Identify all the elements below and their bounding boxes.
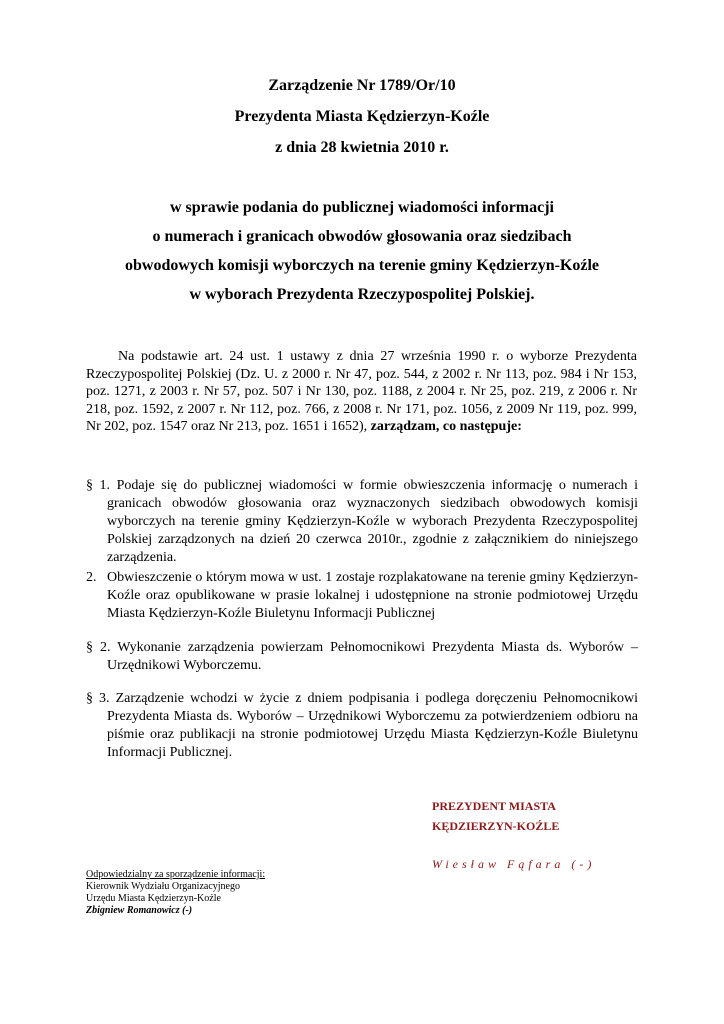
subject-line-2: o numerach i granicach obwodów głosowania oraz siedzibach — [152, 228, 572, 245]
section-3-text: § 3. Zarządzenie wchodzi w życie z dniem podpisania i podlega doręczeniu Pełnomocnikowi Prezydenta Miasta ds. Wyborów – Urzędnikowi Wyborczemu za potwierdzeniem odbioru na piśmie oraz publikacji na stronie podmiotowej Urzędu Miasta Kędzierzyn-Koźle Biuletynu Informacji Publicznej. — [86, 691, 638, 760]
footer-office: Urzędu Miasta Kędzierzyn-Koźle — [86, 893, 221, 904]
section-1-text: § 1. Podaje się do publicznej wiadomości w formie obwieszczenia informację o numerach i granicach obwodów głosowania oraz wyznaczonych siedzibach obwodowych komisji wyborczych na terenie gminy Kędzierzyn-Koźle w wyborach Prezydenta Rzeczypospolitej Polskiej zarządzonych na dzień 20 czerwca 2010r., zgodnie z załącznikiem do niniejszego zarządzenia. — [86, 478, 638, 565]
point-2-text: Obwieszczenie o którym mowa w ust. 1 zostaje rozplakatowane na terenie gminy Kędzierzyn-Koźle oraz opublikowane w prasie lokalnej i udostępnione na stronie podmiotowej Urzędu Miasta Kędzierzyn-Koźle Biuletynu Informacji Publicznej — [107, 570, 638, 621]
decree-clause: zarządzam, co następuje: — [370, 419, 522, 434]
legal-basis-paragraph — [86, 348, 637, 436]
document-issuer: Prezydenta Miasta Kędzierzyn-Koźle — [234, 108, 490, 125]
document-date: z dnia 28 kwietnia 2010 r. — [275, 139, 449, 156]
section-1-point-2 — [86, 569, 638, 623]
signature-title-1: PREZYDENT MIASTA — [432, 799, 556, 813]
footer-department: Kierownik Wydziału Organizacyjnego — [86, 881, 240, 892]
point-2-marker: 2. — [86, 570, 97, 585]
section-2 — [86, 639, 638, 675]
footer-person: Zbigniew Romanowicz (-) — [86, 905, 193, 916]
footer-responsible-label: Odpowiedzialny za sporządzenie informacji: — [86, 869, 266, 880]
subject-line-4: w wyborach Prezydenta Rzeczypospolitej Polskiej. — [189, 286, 535, 303]
signature-title-2: KĘDZIERZYN-KOŹLE — [432, 819, 560, 833]
subject-line-1: w sprawie podania do publicznej wiadomości informacji — [169, 199, 554, 216]
legal-basis-text: Na podstawie art. 24 ust. 1 ustawy z dnia 27 września 1990 r. o wyborze Prezydenta Rzeczypospolitej Polskiej (Dz. U. z 2000 r. Nr 47, poz. 544, z 2002 r. Nr 113, poz. 984 i Nr 153, poz. 1271, z 2003 r. Nr 57, poz. 507 i Nr 130, poz. 1188, z 2004 r. Nr 25, poz. 219, z 2006 r. Nr 218, poz. 1592, z 2007 r. Nr 112, poz. 766, z 2008 r. Nr 171, poz. 1056, z 2009 Nr 119, poz. 999, Nr 202, poz. 1547 oraz Nr 213, poz. 1651 i 1652), — [86, 349, 637, 434]
subject-line-3: obwodowych komisji wyborczych na terenie gminy Kędzierzyn-Koźle — [124, 257, 600, 274]
document-title: Zarządzenie Nr 1789/Or/10 — [268, 77, 456, 94]
section-2-text: § 2. Wykonanie zarządzenia powierzam Pełnomocnikowi Prezydenta Miasta ds. Wyborów – Urzędnikowi Wyborczemu. — [86, 640, 638, 673]
signature-name: Wiesław Fąfara (-) — [432, 857, 596, 871]
section-1-point-1 — [86, 477, 638, 567]
section-3 — [86, 690, 638, 762]
